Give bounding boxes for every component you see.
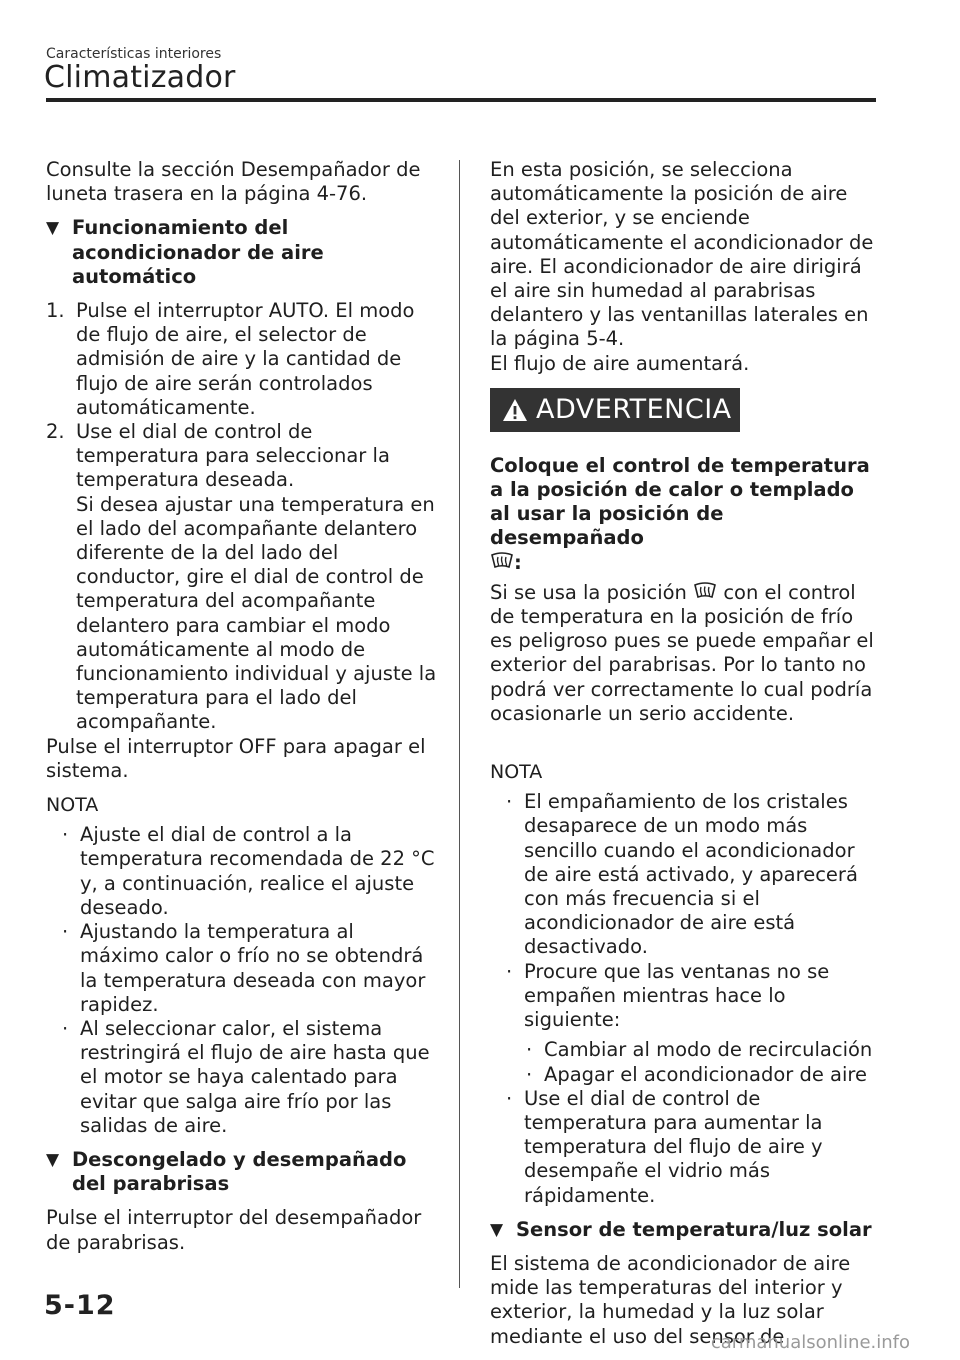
subhead-auto-text: Funcionamiento del acondicionador de aire automático [72,216,324,288]
header-rule [46,98,876,102]
airflow-paragraph: El flujo de aire aumentará. [490,351,750,375]
step-number: 2. [46,420,65,444]
note-text: El empañamiento de los cristales desaparece de un modo más sencillo cuando el acondicionador de aire está activado, y aparecerá con más frecuencia si el acondicionador de aire está desactivado. [524,790,858,959]
windshield-defrost-icon [490,551,514,571]
watermark: carmanualsonline.info [710,1332,910,1353]
step-text: Use el dial de control de temperatura para seleccionar la temperatura deseada. [76,420,390,492]
note-item [46,823,438,920]
column-divider [459,160,460,1288]
triangle-down-icon: ▼ [490,1219,504,1240]
note-text: Al seleccionar calor, el sistema restringirá el flujo de aire hasta que el motor se haya calentado para evitar que salga aire frío por las salidas de aire. [80,1016,430,1137]
sub-note-text: Cambiar al modo de recirculación [544,1038,873,1062]
bullet-dot-icon: · [506,1086,513,1110]
warning-heading: Coloque el control de temperatura a la posición de calor o templado al usar la posición de desempañado : [490,453,870,574]
position-paragraph: En esta posición, se selecciona automáticamente la posición de aire del exterior, y se enciende automáticamente el acondicionador de aire. El acondicionador de aire dirigirá el aire sin humedad al parabrisas delantero y las ventanillas laterales en la página 5-4. [490,158,874,351]
bullet-dot-icon: · [62,823,69,847]
triangle-down-icon: ▼ [46,218,60,239]
note-text: Ajustando la temperatura al máximo calor o frío no se obtendrá la temperatura deseada con mayor rapidez. [80,920,426,1016]
intro-paragraph: Consulte la sección Desempañador de luneta trasera en la página 4-76. [46,158,421,206]
triangle-down-icon: ▼ [46,1149,60,1170]
defrost-paragraph: Pulse el interruptor del desempañador de parabrisas. [46,1206,422,1254]
step-text: Pulse el interruptor AUTO. El modo de flujo de aire, el selector de admisión de aire y la cantidad de flujo de aire serán controlados automáticamente. [76,299,415,419]
sub-note-item [490,1063,880,1087]
subhead-defrost [46,1148,438,1196]
warning-triangle-icon [502,398,528,422]
section-label: Características interiores [46,46,222,62]
step-item [46,299,438,420]
sub-note-text: Apagar el acondicionador de aire [544,1062,868,1086]
step-text-continued: Si desea ajustar una temperatura en el lado del acompañante delantero diferente de la del lado del conductor, gire el dial de control de temperatura del acompañante delantero para cambiar el modo automáticamente al modo de funcionamiento individual y ajuste la temperatura para el lado del acompañante. [76,492,437,734]
subhead-sensor [490,1218,880,1242]
note-item [490,960,880,1033]
note-item [490,1087,880,1208]
warning-text: Si se usa la posición con el control de temperatura en la posición de frío es peligroso pues se puede empañar el exterior del parabrisas. Por lo tanto no podrá ver correctamente lo cual podría ocasionarle un serio accidente. [490,580,874,725]
right-column [490,158,880,1349]
bullet-dot-icon: · [526,1062,533,1086]
step-number: 1. [46,299,65,323]
bullet-dot-icon: · [506,959,513,983]
note-text: Ajuste el dial de control a la temperatura recomendada de 22 °C y, a continuación, realice el ajuste deseado. [80,823,435,919]
bullet-dot-icon: · [526,1038,533,1062]
bullet-dot-icon: · [62,920,69,944]
note-title: NOTA [46,794,99,817]
page-title: Climatizador [44,60,236,95]
subhead-sensor-text: Sensor de temperatura/luz solar [516,1217,872,1241]
sensor-paragraph: El sistema de acondicionador de aire mide las temperaturas del interior y exterior, la humedad y la luz solar mediante el uso del sensor de [490,1251,851,1348]
warning-label: ADVERTENCIA [536,393,732,425]
note-item [46,920,438,1017]
left-column [46,158,438,1255]
step-item [46,420,438,735]
windshield-defrost-icon [693,581,717,601]
subhead-auto [46,216,438,289]
note-item [46,1017,438,1138]
page-number: 5-12 [44,1290,116,1321]
off-paragraph: Pulse el interruptor OFF para apagar el sistema. [46,734,426,782]
warning-banner [490,388,740,432]
note-item [490,790,880,959]
bullet-dot-icon: · [506,790,513,814]
subhead-defrost-text: Descongelado y desempañado del parabrisas [72,1147,407,1196]
sub-note-item [490,1038,880,1062]
note-text: Procure que las ventanas no se empañen mientras hace lo siguiente: [524,959,830,1032]
bullet-dot-icon: · [62,1016,69,1040]
note-text: Use el dial de control de temperatura para aumentar la temperatura del flujo de aire y desempañe el vidrio más rápidamente. [524,1086,823,1207]
note-title: NOTA [490,761,543,784]
